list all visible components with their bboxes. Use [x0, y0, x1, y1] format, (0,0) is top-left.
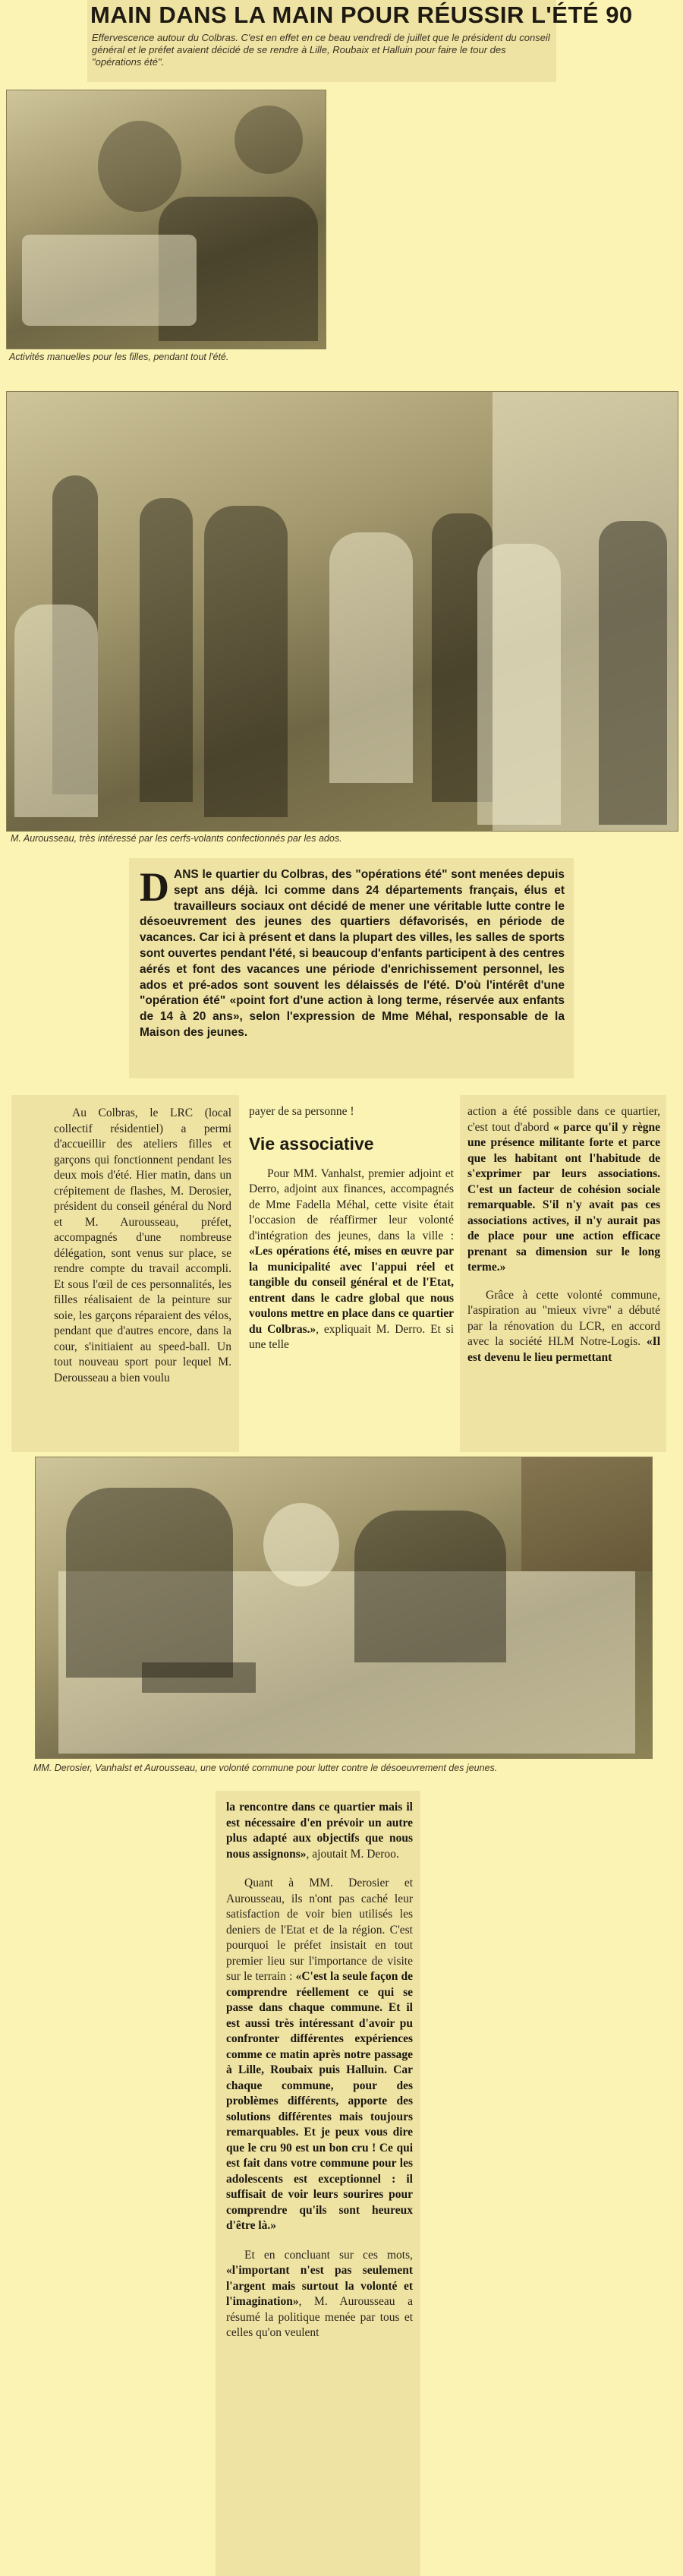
- column-3-text-c: Grâce à cette volonté commune, l'aspiration au "mieux vivre" a débuté par la rénovation du LCR, en accord avec la société HLM Notre-Logis.: [467, 1288, 660, 1348]
- caption-photo2: M. Aurousseau, très intéressé par les cerfs-volants confectionnés par les ados.: [11, 833, 342, 844]
- column-4-p3-c: , M. Aurousseau a résumé la politique menée par tous et celles qu'on veulent: [226, 2295, 413, 2339]
- column-4-p1: [216, 1791, 420, 1862]
- column-3-text-p2: [460, 1276, 666, 1366]
- column-4-quote-2: «C'est la seule façon de comprendre réellement ce qui se passe dans chaque commune. Et il est aussi très intéressant d'avoir pu confronter différentes expériences comme ce matin après notre passage à Lille, Roubaix puis Halluin. Car chaque commune, pour des problèmes différents, apporte des solutions différentes mais toujours remarquables. Et je peux vous dire que le cru 90 est un bon cru ! Ce qui est fait dans votre commune pour les adolescents est exceptionnel : il suffisait de voir leurs sourires pour comprendre qu'ils sont heureux d'être là.»: [226, 1970, 413, 2232]
- column-1: [11, 1095, 239, 1452]
- column-2-text-c: , expliquait M. Derro. Et si une telle: [249, 1322, 455, 1351]
- column-3: [460, 1095, 666, 1452]
- standfirst: Effervescence autour du Colbras. C'est en effet en ce beau vendredi de juillet que le président du conseil général et le préfet avaient décidé de se rendre à Lille, Roubaix et Halluin pour faire le tour des "opérations été".: [92, 32, 550, 68]
- column-3-quote: « parce qu'il y règne une présence militante forte et parce que les habitant ont l'habitude de s'exprimer par leurs associations. C'est un facteur de cohésion sociale remarquable. S'il n'y avait pas ces associations actives, il n'y aurait pas de place pour une action efficace prenant sa dimension sur le long terme.»: [467, 1120, 661, 1274]
- headline: MAIN DANS LA MAIN POUR RÉUSSIR L'ÉTÉ 90: [90, 2, 633, 28]
- photo-kites-visit: [6, 391, 678, 832]
- column-2-text: [249, 1166, 454, 1353]
- lead-paragraph: [129, 858, 574, 1041]
- lead-text: ANS le quartier du Colbras, des "opérations été" sont menées depuis sept ans déjà. Ici comme dans 24 départements français, élus et travailleurs sociaux ont décidé de mener une véritable lutte contre le désoeuvrement des jeunes des quartiers défavorisés, en période de vacances. Car ici à présent et dans la plupart des villes, les salles de sports sont ouvertes pendant l'été, si beaucoup d'enfants participent à des centres aérés et font des vacances une période d'enrichissement personnel, les ados et pré-ados sont souvent les délaissés de l'été. D'où l'intérêt d'une "opération été" «point fort d'une action à long terme, réservée aux enfants de 14 à 20 ans», selon l'expression de Mme Méhal, responsable de la Maison des jeunes.: [140, 868, 565, 1039]
- column-4: [216, 1791, 420, 2576]
- caption-photo1: Activités manuelles pour les filles, pendant tout l'été.: [9, 352, 229, 362]
- column-4-p3-a: Et en concluant sur ces mots,: [244, 2248, 413, 2262]
- column-4-p2: [216, 1862, 420, 2234]
- photo-girls-crafts: [6, 90, 326, 349]
- subhead-vie-associative: Vie associative: [249, 1133, 374, 1154]
- caption-photo3: MM. Derosier, Vanhalst et Aurousseau, une volonté commune pour lutter contre le désoeuvrement des jeunes.: [33, 1763, 498, 1773]
- column-3-text-p1: [460, 1095, 666, 1276]
- lead-box: [129, 858, 574, 1078]
- column-2-intro: payer de sa personne !: [249, 1105, 354, 1118]
- column-2-text-a: Pour MM. Vanhalst, premier adjoint et Derro, adjoint aux finances, accompagnés de Mme Fadella Méhal, cette visite était l'occasion de réaffirmer leur volonté d'intégration des jeunes, dans la ville :: [249, 1166, 454, 1242]
- headline-box: [87, 0, 633, 82]
- column-3-quote-2: «Il est devenu le lieu permettant: [467, 1335, 660, 1364]
- column-3-text-a: action a été possible dans ce quartier, c'est tout d'abord: [467, 1105, 660, 1134]
- dropcap: D: [140, 864, 169, 910]
- photo-panel-officials: [35, 1457, 653, 1759]
- column-4-quote-1: la rencontre dans ce quartier mais il est nécessaire d'en prévoir un autre plus adapté aux objectifs que nous nous assignons»: [226, 1801, 413, 1861]
- column-1-text: Au Colbras, le LRC (local collectif résidentiel) a permi d'accueillir des ateliers filles et garçons qui fonctionnent pendant les deux mois d'été. Hier matin, dans un crépitement de flashes, M. Derosier, président du conseil général du Nord et M. Aurousseau, préfet, accompagnés d'une nombreuse délégation, sont venus sur place, se rendre compte du travail accompli. Et sous l'œil de ces personnalités, les filles réalisaient de la peinture sur soie, les garçons réparaient des vélos, pendant que d'autres encore, dans la cour, s'initiaient au speed-ball. Un tout nouveau sport pour lequel M. Derousseau a bien voulu: [54, 1106, 231, 1384]
- column-2: [249, 1095, 454, 1452]
- column-4-p1-end: , ajoutait M. Deroo.: [306, 1847, 399, 1861]
- column-4-p2-a: Quant à MM. Derosier et Aurousseau, ils n'ont pas caché leur satisfaction de voir bien utilisés les deniers de l'Etat et de la région. C'est pourquoi le préfet insistait en tout premier lieu sur l'importance de visite sur le terrain :: [226, 1877, 413, 1983]
- column-2-quote: «Les opérations été, mises en œuvre par la municipalité avec l'appui réel et tangible du conseil général et de l'Etat, entrent dans le cadre global que nous voulons mettre en place dans ce quartier du Colbras.»: [249, 1245, 454, 1336]
- column-4-quote-3: «l'important n'est pas seulement l'argent mais surtout la volonté et l'imagination»: [226, 2264, 413, 2308]
- column-4-p3: [216, 2234, 420, 2341]
